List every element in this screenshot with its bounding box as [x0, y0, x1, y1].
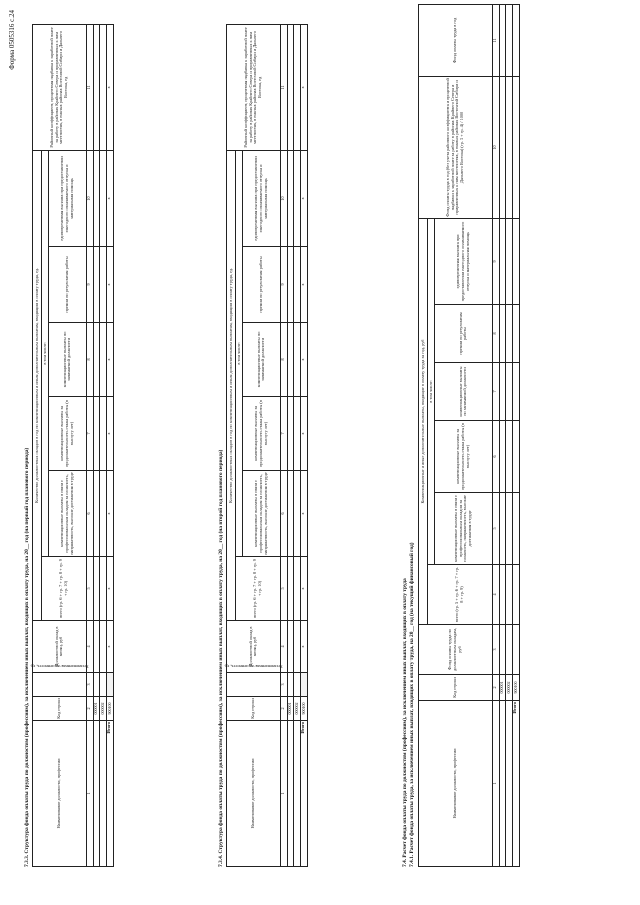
section-734-title: 7.3.4. Структура фонда оплаты труда по должностям (профессиям), за исключением иных выплат, входящих в оплату труда, на 20__ год (на второй год планового периода) [218, 449, 224, 867]
cell[interactable] [287, 557, 294, 621]
col-num: 8 [492, 305, 499, 363]
col-header-8: компенсационные выплаты по занимаемой должности [242, 323, 280, 397]
section-733-title: 7.3.3. Структура фонда оплаты труда по должностям (профессиям), за исключением иных выплат, входящих в оплату труда, на 20__ год (на первый год планового периода) [24, 447, 30, 867]
cell[interactable] [93, 471, 100, 557]
cell-code: 000001 [93, 697, 100, 721]
cell[interactable] [100, 24, 107, 150]
cell[interactable] [287, 24, 294, 150]
cell[interactable] [287, 621, 294, 673]
total-label: Итого [512, 701, 519, 867]
total-code: 900100 [512, 675, 519, 701]
cell-x: x [106, 323, 113, 397]
col-num: 7 [86, 397, 93, 471]
cell-x: x [300, 150, 307, 246]
col-num: 9 [280, 247, 287, 323]
table-row [506, 4, 513, 866]
col-num: 5 [86, 557, 93, 621]
cell-code: 000001 [287, 697, 294, 721]
cell[interactable] [294, 471, 301, 557]
table-741 [418, 4, 520, 867]
cell-x: x [300, 24, 307, 150]
total-row [300, 24, 307, 866]
col-header-6: компенсационные выплаты за продолжительность стажа работы (в выслугу лет) [434, 421, 492, 493]
cell[interactable] [512, 305, 519, 363]
col-header-8: компенсационные выплаты по занимаемой должности [48, 323, 86, 397]
cell-name[interactable] [287, 721, 294, 867]
col-header-11: Фонд оплаты труда в год [419, 4, 493, 76]
total-label: Итого [106, 721, 113, 867]
col-header-7: компенсационные выплаты по занимаемой должности [434, 363, 492, 421]
col-header-total: всего (гр. 5 + гр. 6 + гр. 7 + гр. 8 + гр. 9) [428, 565, 493, 625]
table-row [287, 24, 294, 866]
cell[interactable] [506, 4, 513, 76]
col-header-staff: Установленная численность, ед. [227, 673, 281, 697]
cell[interactable] [294, 557, 301, 621]
col-num: 10 [86, 150, 93, 246]
col-header-name: Наименование должности, профессии [419, 701, 493, 867]
table-row [100, 24, 107, 866]
table-row [294, 24, 301, 866]
cell-x: x [300, 621, 307, 673]
cell[interactable] [294, 323, 301, 397]
cell[interactable] [93, 397, 100, 471]
cell[interactable] [506, 493, 513, 565]
cell[interactable] [294, 397, 301, 471]
cell[interactable] [499, 305, 506, 363]
cell-x: x [106, 621, 113, 673]
col-header-name: Наименование должности, профессии [227, 721, 281, 867]
total-code: 900100 [300, 697, 307, 721]
col-header-7: компенсационные выплаты за продолжительность стажа работы (в выслугу лет) [48, 397, 86, 471]
col-num: 4 [492, 565, 499, 625]
cell[interactable] [499, 625, 506, 675]
cell[interactable] [93, 621, 100, 673]
table-734 [226, 24, 308, 867]
cell[interactable] [93, 150, 100, 246]
cell[interactable] [93, 24, 100, 150]
col-num: 3 [280, 673, 287, 697]
cell[interactable] [512, 218, 519, 304]
cell[interactable] [100, 397, 107, 471]
col-header-10: Фонд оплаты труда в год (без учета районного коэффициента и процентной надбавки к заработной плате за работу в районах Крайнего Севера и приравненных к ним местностях, в южных районах Восточной Сибири и Дальнего Востока) (гр. 3 + гр. 4) / 1000 [419, 76, 493, 218]
cell-x: x [106, 397, 113, 471]
cell[interactable] [499, 363, 506, 421]
column-number-row [492, 4, 499, 866]
col-header-code: Код строки [227, 697, 281, 721]
cell-x: x [106, 247, 113, 323]
col-header-code: Код строки [419, 675, 493, 701]
cell[interactable] [294, 621, 301, 673]
total-label: Итого [300, 721, 307, 867]
cell[interactable] [506, 76, 513, 218]
cell-name[interactable] [499, 701, 506, 867]
cell-code: 000001 [499, 675, 506, 701]
cell[interactable] [100, 150, 107, 246]
cell[interactable] [100, 323, 107, 397]
cell[interactable] [100, 247, 107, 323]
col-num: 4 [280, 621, 287, 673]
col-header-5: компенсационные выплаты в связи с профессиональным окладом за сложность, напряженность, высокие достижения в труде [434, 493, 492, 565]
col-num: 11 [492, 4, 499, 76]
col-num: 2 [86, 697, 93, 721]
cell[interactable] [499, 421, 506, 493]
col-header-code: Код строки [33, 697, 87, 721]
cell[interactable] [506, 421, 513, 493]
cell-name[interactable] [506, 701, 513, 867]
col-header-6: компенсационные выплаты в связи с профессиональным окладом за сложность, напряженность, высокие достижения в труде [48, 471, 86, 557]
cell[interactable] [294, 247, 301, 323]
cell[interactable] [287, 150, 294, 246]
cell-x: x [300, 557, 307, 621]
cell-x: x [106, 557, 113, 621]
col-num: 6 [492, 421, 499, 493]
col-num: 2 [492, 675, 499, 701]
cell[interactable] [512, 565, 519, 625]
cell[interactable] [100, 557, 107, 621]
col-header-10: единовременная выплата при предоставлении ежегодного оплачиваемого отпуска и материальная помощь [48, 150, 86, 246]
cell[interactable] [287, 673, 294, 697]
col-num: 11 [86, 24, 93, 150]
col-header-salary: Должностной оклад в месяц, руб [33, 621, 87, 673]
cell[interactable] [499, 565, 506, 625]
cell[interactable] [93, 557, 100, 621]
col-header-7: компенсационные выплаты за продолжительность стажа работы (в выслугу лет) [242, 397, 280, 471]
col-group-header: Количество должностных окладов в год по компенсационным и иным дополнительным выплатам, входящим в оплату труда, ед. [33, 150, 42, 620]
cell-code: 000002 [294, 697, 301, 721]
col-header-total: всего (гр. 6 + гр. 7 + гр. 8 + гр. 9 + гр. 10) [236, 557, 281, 621]
col-header-salary: Должностной оклад в месяц, руб [227, 621, 281, 673]
table-733 [32, 24, 114, 867]
col-num: 8 [280, 323, 287, 397]
cell[interactable] [93, 247, 100, 323]
col-num: 7 [280, 397, 287, 471]
col-header-9: премии по результатам работы [242, 247, 280, 323]
cell[interactable] [506, 305, 513, 363]
cell[interactable] [499, 4, 506, 76]
form-code: Форма 0505316 с.24 [8, 10, 16, 70]
col-num: 8 [86, 323, 93, 397]
col-header-staff: Установленная численность, ед. [33, 673, 87, 697]
table-row [499, 4, 506, 866]
cell[interactable] [93, 323, 100, 397]
column-number-row [86, 24, 93, 866]
cell[interactable] [512, 421, 519, 493]
col-header-total: всего (гр. 6 + гр. 7 + гр. 8 + гр. 9 + гр. 10) [42, 557, 87, 621]
col-group-header: Количество должностных окладов в год по компенсационным и иным дополнительным выплатам, входящим в оплату труда, ед. [227, 150, 236, 620]
cell[interactable] [294, 673, 301, 697]
cell[interactable] [287, 397, 294, 471]
cell-x: x [106, 24, 113, 150]
col-num: 5 [280, 557, 287, 621]
col-num: 10 [492, 76, 499, 218]
cell[interactable] [294, 150, 301, 246]
section-741-title: 7.4.1. Расчет фонда оплаты труда, за исключением иных выплат, входящих в оплату труда, на 20__ год (на текущий финансовый год) [409, 542, 415, 867]
cell[interactable] [512, 4, 519, 76]
cell[interactable] [512, 363, 519, 421]
col-header-6: компенсационные выплаты в связи с профессиональным окладом за сложность, напряженность, высокие достижения в труде [242, 471, 280, 557]
cell-x: x [300, 323, 307, 397]
cell[interactable] [287, 471, 294, 557]
cell [106, 673, 113, 697]
col-num: 11 [280, 24, 287, 150]
cell[interactable] [512, 625, 519, 675]
col-header-11: Районный коэффициент, процентная надбавка к заработной плате за работу в районах Крайнего Севера и приравненных к ним местностях, в южных районах Восточной Сибири и Дальнего Востока, ед [227, 24, 281, 150]
col-header-name: Наименование должности, профессии [33, 721, 87, 867]
cell[interactable] [506, 625, 513, 675]
cell-x: x [106, 150, 113, 246]
cell [300, 673, 307, 697]
cell[interactable] [287, 323, 294, 397]
col-num: 9 [492, 218, 499, 304]
section-74-title: 7.4. Расчет фонда оплаты труда по должностям (профессиям), за исключением иных выплат, входящих в оплату труда [402, 578, 408, 867]
cell[interactable] [506, 363, 513, 421]
col-subheader-incl: в том числе: [236, 150, 243, 556]
cell[interactable] [499, 76, 506, 218]
col-header-fund-salary: Фонд оплаты труда по должностным окладам, руб [419, 625, 493, 675]
col-num: 3 [492, 625, 499, 675]
total-row [512, 4, 519, 866]
cell[interactable] [287, 247, 294, 323]
col-group-header: Компенсационные и иные дополнительные выплаты, входящие в оплату труда за год, руб [419, 218, 428, 624]
col-num: 2 [280, 697, 287, 721]
col-header-8: премии по результатам работы [434, 305, 492, 363]
cell[interactable] [294, 24, 301, 150]
table-row [93, 24, 100, 866]
cell-x: x [300, 247, 307, 323]
cell[interactable] [100, 621, 107, 673]
cell[interactable] [499, 493, 506, 565]
col-num: 5 [492, 493, 499, 565]
cell[interactable] [499, 218, 506, 304]
col-num: 6 [86, 471, 93, 557]
total-code: 900100 [106, 697, 113, 721]
cell-name[interactable] [294, 721, 301, 867]
cell[interactable] [512, 493, 519, 565]
col-num: 4 [86, 621, 93, 673]
col-header-9: премии по результатам работы [48, 247, 86, 323]
col-num: 9 [86, 247, 93, 323]
cell-name[interactable] [93, 721, 100, 867]
cell[interactable] [506, 565, 513, 625]
total-row [106, 24, 113, 866]
cell[interactable] [506, 218, 513, 304]
col-header-10: единовременная выплата при предоставлении ежегодного оплачиваемого отпуска и материальная помощь [242, 150, 280, 246]
col-num: 1 [280, 721, 287, 867]
col-num: 3 [86, 673, 93, 697]
cell-code: 000002 [506, 675, 513, 701]
col-header-9: единовременная выплата при предоставлении ежегодного оплачиваемого отпуска и материальная помощь [434, 218, 492, 304]
col-num: 1 [492, 701, 499, 867]
col-num: 10 [280, 150, 287, 246]
cell-name[interactable] [100, 721, 107, 867]
col-subheader-incl: в том числе: [428, 218, 435, 564]
col-subheader-incl: в том числе: [42, 150, 49, 556]
cell-x: x [300, 397, 307, 471]
col-header-11: Районный коэффициент, процентная надбавка к заработной плате за работу в районах Крайнего Севера и приравненных к ним местностях, в южных районах Восточной Сибири и Дальнего Востока, ед [33, 24, 87, 150]
col-num: 6 [280, 471, 287, 557]
cell-x: x [106, 471, 113, 557]
cell-x: x [300, 471, 307, 557]
cell[interactable] [93, 673, 100, 697]
cell[interactable] [512, 76, 519, 218]
col-num: 7 [492, 363, 499, 421]
cell[interactable] [100, 471, 107, 557]
col-num: 1 [86, 721, 93, 867]
cell[interactable] [100, 673, 107, 697]
cell-code: 000002 [100, 697, 107, 721]
column-number-row [280, 24, 287, 866]
